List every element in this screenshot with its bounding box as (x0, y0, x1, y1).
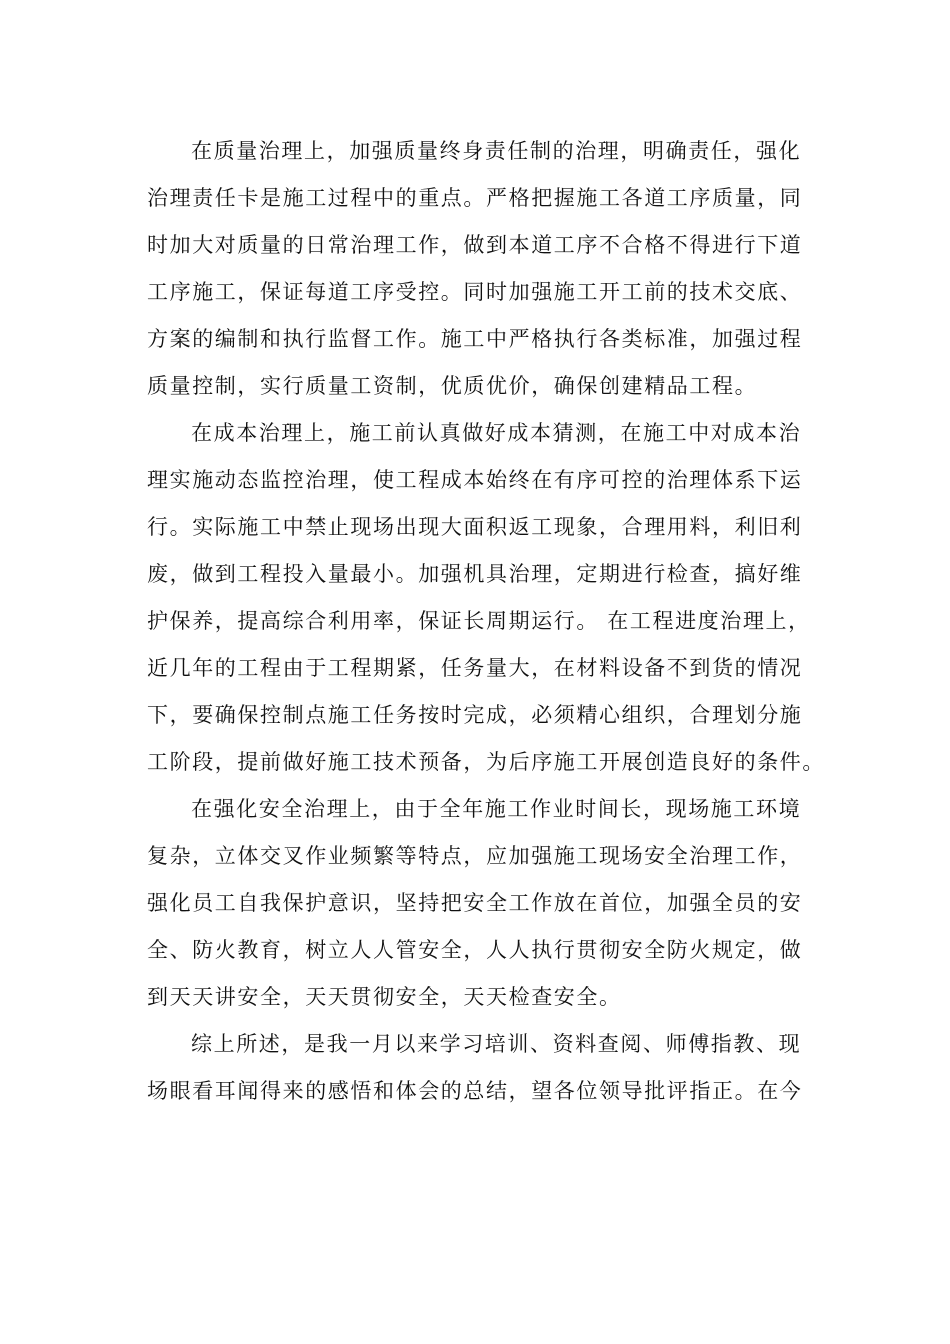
paragraph-line: 综上所述，是我一月以来学习培训、资料查阅、师傅指教、现 (191, 1032, 802, 1056)
paragraph-line: 工阶段，提前做好施工技术预备，为后序施工开展创造良好的条件。 (147, 750, 825, 774)
paragraph-cost (147, 410, 825, 786)
paragraph-line: 在强化安全治理上，由于全年施工作业时间长，现场施工环境 (191, 797, 802, 821)
paragraph-line: 时加大对质量的日常治理工作，做到本道工序不合格不得进行下道 (147, 233, 803, 257)
paragraph-quality (147, 128, 807, 410)
paragraph-summary (147, 1021, 807, 1115)
document-body (147, 128, 825, 1115)
paragraph-line: 工序施工，保证每道工序受控。同时加强施工开工前的技术交底、 (147, 280, 803, 304)
paragraph-safety (147, 786, 807, 1021)
paragraph-line: 废，做到工程投入量最小。加强机具治理，定期进行检查，搞好维 (147, 562, 803, 586)
paragraph-line: 在成本治理上，施工前认真做好成本猜测，在施工中对成本治 (191, 421, 802, 445)
paragraph-line: 理实施动态监控治理，使工程成本始终在有序可控的治理体系下运 (147, 468, 803, 492)
paragraph-line: 强化员工自我保护意识，坚持把安全工作放在首位，加强全员的安 (147, 891, 803, 915)
paragraph-line: 行。实际施工中禁止现场出现大面积返工现象，合理用料，利旧利 (147, 515, 803, 539)
paragraph-line: 下，要确保控制点施工任务按时完成，必须精心组织，合理划分施 (147, 703, 803, 727)
paragraph-line: 全、防火教育，树立人人管安全，人人执行贯彻安全防火规定，做 (147, 938, 803, 962)
paragraph-line: 近几年的工程由于工程期紧，任务量大，在材料设备不到货的情况 (147, 656, 803, 680)
paragraph-line: 在质量治理上，加强质量终身责任制的治理，明确责任，强化 (191, 139, 802, 163)
paragraph-line: 治理责任卡是施工过程中的重点。严格把握施工各道工序质量，同 (147, 186, 803, 210)
paragraph-line: 复杂，立体交叉作业频繁等特点，应加强施工现场安全治理工作， (147, 844, 803, 868)
paragraph-line: 方案的编制和执行监督工作。施工中严格执行各类标准，加强过程 (147, 327, 803, 351)
paragraph-line: 质量控制，实行质量工资制，优质优价，确保创建精品工程。 (147, 374, 758, 398)
paragraph-line: 场眼看耳闻得来的感悟和体会的总结，望各位领导批评指正。在今 (147, 1079, 803, 1103)
paragraph-line: 到天天讲安全，天天贯彻安全，天天检查安全。 (147, 985, 622, 1009)
paragraph-line: 护保养，提高综合利用率，保证长周期运行。 在工程进度治理上， (147, 609, 811, 633)
